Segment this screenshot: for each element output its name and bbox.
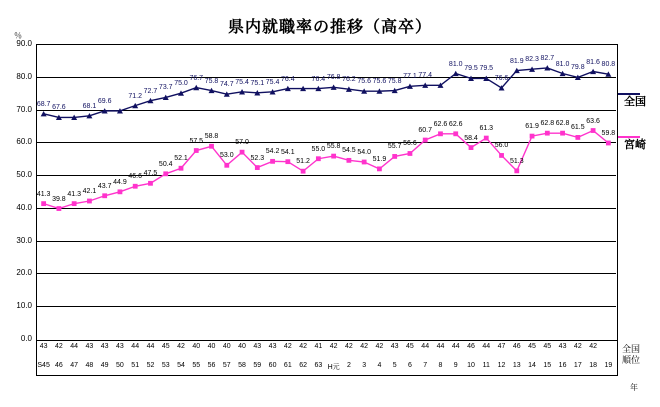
x-tick-label: 61 — [283, 362, 292, 369]
data-label: 76.2 — [342, 76, 356, 84]
data-point — [240, 150, 245, 155]
data-point — [530, 134, 535, 139]
data-label: 72.7 — [143, 87, 158, 95]
data-label: 81.6 — [586, 58, 600, 66]
data-point — [560, 131, 565, 136]
rank-value: 45 — [161, 343, 170, 350]
data-label: 75.6 — [357, 78, 371, 86]
data-label: 62.8 — [540, 120, 555, 128]
page-title: 県内就職率の推移（高卒） — [227, 19, 432, 36]
data-point — [484, 136, 489, 141]
x-tick-label: 62 — [299, 362, 307, 369]
data-label: 77.4 — [418, 72, 433, 80]
data-label: 62.8 — [555, 120, 570, 128]
rank-value: 45 — [528, 343, 536, 350]
x-tick-label: 55 — [192, 362, 201, 369]
data-label: 53.0 — [219, 152, 234, 160]
legend-label-national: 全国 — [624, 96, 646, 108]
data-label: 54.2 — [265, 148, 280, 156]
data-point — [545, 131, 550, 136]
x-tick-label: 17 — [573, 362, 582, 369]
x-axis-unit: 年 — [630, 383, 638, 392]
data-label: 52.3 — [250, 154, 265, 162]
x-tick-label: 16 — [558, 362, 567, 369]
rank-row-label-bottom: 順位 — [622, 355, 641, 365]
x-tick-label: 7 — [423, 362, 428, 369]
rank-value: 43 — [85, 343, 94, 350]
rank-value: 46 — [467, 343, 475, 350]
data-point — [163, 171, 168, 176]
x-tick-label: 9 — [453, 362, 458, 369]
data-label: 67.6 — [52, 104, 66, 112]
data-label: 55.0 — [311, 145, 326, 153]
data-label: 43.7 — [97, 182, 112, 190]
x-tick-label: 56 — [207, 362, 216, 369]
data-label: 51.9 — [372, 155, 387, 163]
rank-value: 43 — [39, 343, 48, 350]
rank-value: 44 — [482, 343, 491, 350]
data-label: 61.5 — [571, 124, 585, 132]
x-tick-label: 52 — [146, 362, 155, 369]
rank-value: 43 — [100, 343, 109, 350]
data-label: 58.4 — [464, 134, 478, 142]
rank-value: 43 — [268, 343, 277, 350]
x-tick-label: 51 — [131, 362, 140, 369]
legend-swatch-miyazaki — [618, 136, 640, 138]
rank-value: 44 — [70, 343, 79, 350]
data-label: 69.6 — [97, 97, 112, 105]
y-tick-label: 50.0 — [16, 170, 32, 180]
data-label: 60.7 — [418, 127, 433, 135]
data-point — [331, 154, 336, 159]
x-tick-label: 11 — [482, 362, 490, 369]
rank-value: 41 — [314, 343, 323, 350]
data-point — [255, 165, 260, 170]
data-label: 79.5 — [464, 65, 478, 73]
data-label: 54.5 — [342, 147, 356, 155]
x-tick-label: 18 — [589, 362, 597, 369]
x-tick-label: 12 — [497, 362, 506, 369]
data-point — [453, 131, 458, 136]
data-point — [362, 160, 367, 165]
data-point — [133, 184, 138, 189]
data-point — [377, 166, 382, 171]
x-tick-label: 15 — [543, 362, 552, 369]
legend-swatch-national — [618, 93, 640, 95]
data-point — [301, 169, 306, 174]
data-label: 75.1 — [250, 79, 265, 87]
rank-value: 43 — [558, 343, 567, 350]
y-tick-label: 10.0 — [16, 301, 32, 311]
x-tick-label: H元 — [327, 364, 340, 371]
x-tick-label: 4 — [377, 362, 382, 369]
data-label: 57.5 — [189, 137, 204, 145]
data-point — [316, 156, 321, 161]
y-axis-unit: ％ — [14, 31, 22, 40]
x-tick-label: 53 — [161, 362, 170, 369]
data-label: 79.8 — [571, 64, 585, 72]
rank-value: 42 — [344, 343, 353, 350]
x-tick-label: 60 — [268, 362, 277, 369]
y-tick-label: 40.0 — [16, 202, 32, 212]
x-tick-label: 14 — [528, 362, 536, 369]
rank-value: 42 — [283, 343, 292, 350]
rank-value: 40 — [222, 343, 231, 350]
data-point — [453, 71, 459, 76]
x-tick-label: 47 — [70, 362, 79, 369]
data-label: 75.0 — [174, 80, 188, 88]
rank-value: 43 — [116, 343, 124, 350]
data-point — [270, 159, 275, 164]
data-label: 42.1 — [82, 188, 97, 195]
data-point — [575, 135, 580, 140]
rank-value: 42 — [573, 343, 582, 350]
data-label: 41.3 — [67, 190, 81, 198]
data-label: 61.9 — [525, 123, 539, 131]
data-point — [179, 166, 184, 171]
data-label: 79.5 — [479, 65, 494, 73]
rank-value: 44 — [451, 343, 460, 350]
data-label: 68.1 — [82, 102, 97, 110]
data-label: 81.9 — [509, 57, 524, 65]
x-tick-label: 8 — [438, 362, 443, 369]
data-point — [118, 189, 123, 194]
data-point — [102, 193, 107, 198]
data-point — [41, 201, 46, 206]
data-label: 73.7 — [158, 84, 173, 92]
data-label: 51.2 — [296, 158, 310, 166]
x-tick-label: 57 — [222, 362, 231, 369]
data-point — [224, 163, 229, 168]
rank-value: 42 — [177, 343, 185, 350]
data-point — [346, 158, 351, 163]
data-label: 62.6 — [433, 120, 448, 128]
rank-value: 40 — [207, 343, 216, 350]
data-point — [56, 206, 61, 211]
x-tick-label: 63 — [314, 362, 323, 369]
rank-value: 42 — [299, 343, 307, 350]
data-point — [606, 141, 611, 146]
data-point — [87, 199, 92, 204]
data-point — [438, 131, 443, 136]
data-label: 82.3 — [525, 56, 539, 64]
data-label: 56.6 — [403, 140, 417, 148]
rank-value: 43 — [390, 343, 399, 350]
data-label: 55.7 — [387, 143, 402, 151]
data-label: 75.4 — [265, 78, 280, 86]
x-tick-label: 10 — [467, 362, 475, 369]
data-point — [209, 144, 214, 149]
y-tick-label: 20.0 — [16, 268, 32, 278]
data-label: 52.1 — [174, 155, 188, 163]
data-point — [72, 201, 77, 206]
data-label: 75.4 — [235, 78, 249, 86]
data-label: 62.6 — [448, 120, 463, 128]
data-label: 75.8 — [387, 77, 402, 85]
x-tick-label: 58 — [238, 362, 246, 369]
data-label: 50.4 — [158, 160, 173, 168]
rank-value: 44 — [131, 343, 140, 350]
x-tick-label: 48 — [85, 362, 94, 369]
y-tick-label: 90.0 — [16, 39, 32, 48]
rank-value: 42 — [589, 343, 597, 350]
data-label: 76.4 — [311, 75, 326, 83]
x-tick-label: 19 — [604, 362, 613, 369]
data-label: 68.7 — [36, 100, 51, 108]
rank-value: 45 — [543, 343, 552, 350]
x-tick-label: 54 — [177, 362, 185, 369]
data-label: 54.0 — [357, 149, 371, 156]
rank-row-label-top: 全国 — [622, 344, 641, 354]
data-label: 58.8 — [204, 133, 219, 141]
y-tick-label: 0.0 — [20, 334, 32, 343]
data-label: 44.9 — [113, 178, 127, 186]
data-label: 56.0 — [494, 142, 509, 150]
rank-value: 42 — [329, 343, 338, 350]
data-label: 59.8 — [601, 129, 616, 137]
data-point — [194, 148, 199, 153]
x-tick-label: 5 — [392, 362, 397, 369]
data-label: 39.8 — [52, 195, 66, 203]
legend-item-national — [624, 93, 646, 109]
rank-value: 46 — [512, 343, 521, 350]
data-point — [514, 168, 519, 173]
data-label: 41.3 — [36, 190, 51, 198]
data-label: 82.7 — [540, 54, 555, 62]
rank-value: 44 — [421, 343, 430, 350]
data-point — [408, 151, 413, 156]
x-tick-label: 46 — [54, 362, 63, 369]
rank-value: 44 — [146, 343, 155, 350]
rank-value: 47 — [497, 343, 506, 350]
x-tick-label: 3 — [362, 362, 367, 369]
data-label: 81.0 — [555, 60, 570, 68]
data-point — [392, 154, 397, 159]
x-tick-label: 59 — [253, 362, 262, 369]
data-point — [591, 128, 596, 133]
data-label: 74.7 — [219, 81, 234, 89]
data-point — [469, 145, 474, 150]
data-label: 63.6 — [586, 117, 600, 125]
y-tick-label: 60.0 — [16, 137, 32, 147]
data-label: 47.5 — [143, 170, 158, 178]
data-point — [285, 159, 290, 164]
data-label: 76.4 — [281, 75, 295, 83]
data-label: 71.2 — [128, 92, 143, 100]
y-tick-label: 70.0 — [16, 104, 32, 114]
data-label: 75.6 — [372, 78, 387, 86]
data-label: 61.3 — [479, 125, 494, 133]
x-tick-label: 13 — [512, 362, 521, 369]
rank-value: 45 — [406, 343, 414, 350]
rank-value: 42 — [375, 343, 384, 350]
rank-value: 40 — [238, 343, 246, 350]
rank-value: 44 — [436, 343, 445, 350]
data-label: 46.6 — [128, 173, 143, 181]
data-label: 80.8 — [601, 61, 616, 69]
legend-item-miyazaki — [624, 136, 646, 152]
data-label: 81.0 — [448, 60, 463, 68]
data-label: 77.1 — [403, 73, 417, 81]
rank-value: 43 — [253, 343, 262, 350]
rank-value: 42 — [360, 343, 369, 350]
data-label: 57.0 — [235, 139, 249, 147]
data-label: 76.8 — [326, 74, 341, 82]
data-label: 76.6 — [494, 74, 509, 82]
x-tick-label: 49 — [100, 362, 109, 369]
data-label: 55.8 — [326, 143, 341, 151]
y-tick-label: 30.0 — [16, 235, 32, 245]
rank-value: 40 — [192, 343, 201, 350]
data-label: 54.1 — [281, 148, 295, 156]
x-tick-label: 6 — [407, 362, 412, 369]
data-label: 51.3 — [509, 157, 524, 165]
x-tick-label: 2 — [346, 362, 351, 369]
x-tick-label: S45 — [37, 362, 50, 369]
rank-value: 42 — [54, 343, 63, 350]
data-point — [423, 138, 428, 143]
y-tick-label: 80.0 — [16, 71, 32, 81]
data-label: 76.7 — [189, 74, 204, 82]
legend-label-miyazaki: 宮崎 — [624, 139, 646, 151]
data-point — [499, 153, 504, 158]
x-tick-label: 50 — [116, 362, 124, 369]
data-label: 75.8 — [204, 77, 219, 85]
data-point — [148, 181, 153, 186]
